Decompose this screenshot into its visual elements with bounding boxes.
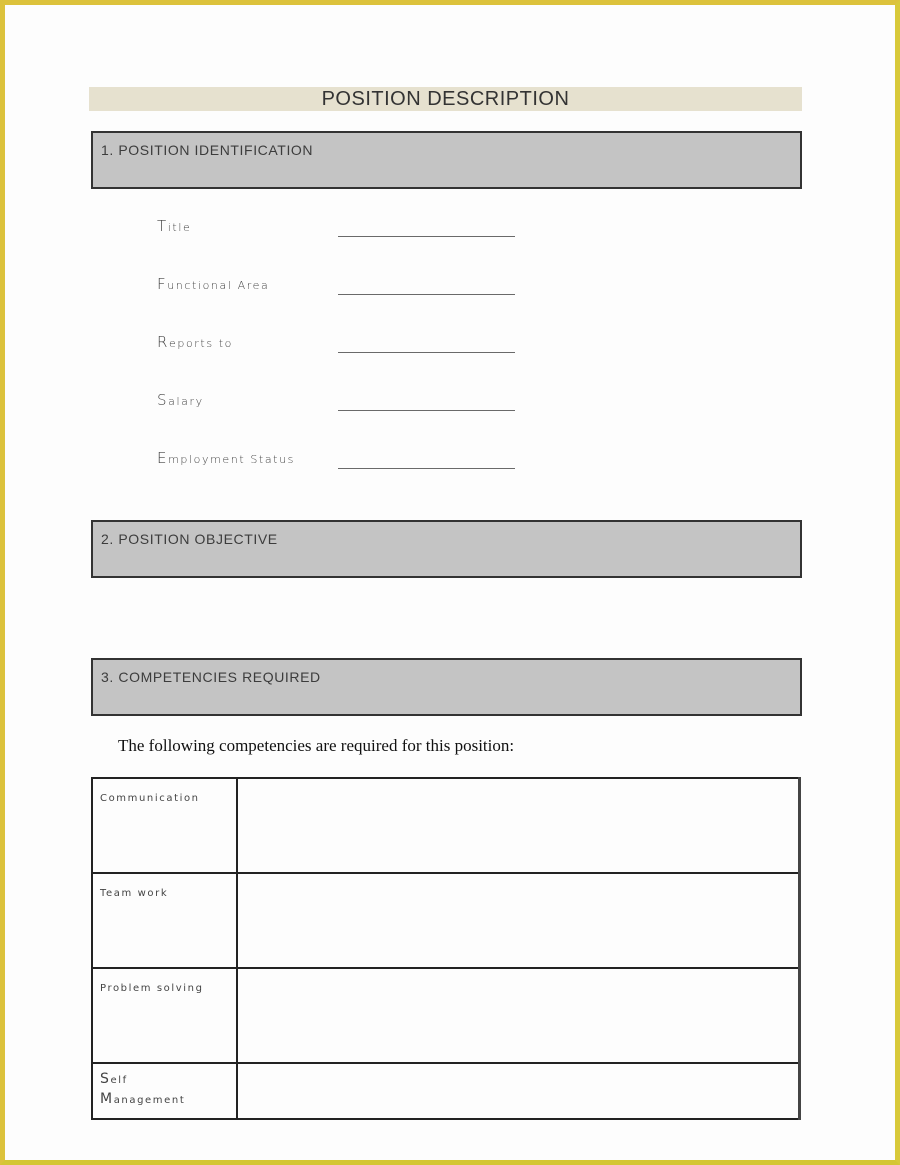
competency-name-cell [92, 778, 237, 873]
table-row [92, 968, 800, 1063]
table-row [92, 1063, 800, 1119]
document-title: POSITION DESCRIPTION [89, 87, 802, 111]
field-label-functional-area: Functional Area [157, 275, 270, 293]
competency-description-cell[interactable] [237, 1063, 800, 1119]
employment-status-field[interactable] [338, 468, 515, 469]
field-label-title: Title [157, 217, 192, 235]
section-competencies-required [91, 658, 802, 716]
section-heading: 2. POSITION OBJECTIVE [101, 531, 278, 547]
competency-name: Communication [100, 793, 200, 804]
reports-to-field[interactable] [338, 352, 515, 353]
competency-name: Team work [100, 888, 169, 899]
section-heading: 3. COMPETENCIES REQUIRED [101, 669, 321, 685]
competencies-table [91, 777, 801, 1120]
competencies-intro: The following competencies are required for this position: [118, 736, 515, 755]
section-position-objective [91, 520, 802, 578]
salary-field[interactable] [338, 410, 515, 411]
competency-description-cell[interactable] [237, 968, 800, 1063]
competency-name-cell [92, 968, 237, 1063]
functional-area-field[interactable] [338, 294, 515, 295]
competency-description-cell[interactable] [237, 778, 800, 873]
competency-description-cell[interactable] [237, 873, 800, 968]
competency-name: Problem solving [100, 983, 204, 994]
section-heading: 1. POSITION IDENTIFICATION [101, 142, 314, 158]
competency-name-line: Management [100, 1091, 186, 1107]
title-field[interactable] [338, 236, 515, 237]
section-position-identification [91, 131, 802, 189]
field-label-employment-status: Employment Status [157, 449, 295, 467]
table-row [92, 778, 800, 873]
competency-name-cell [92, 1063, 237, 1119]
competency-name-line: Self [100, 1071, 128, 1087]
competency-name-cell [92, 873, 237, 968]
field-label-salary: Salary [157, 391, 204, 409]
field-label-reports-to: Reports to [157, 333, 234, 351]
table-row [92, 873, 800, 968]
